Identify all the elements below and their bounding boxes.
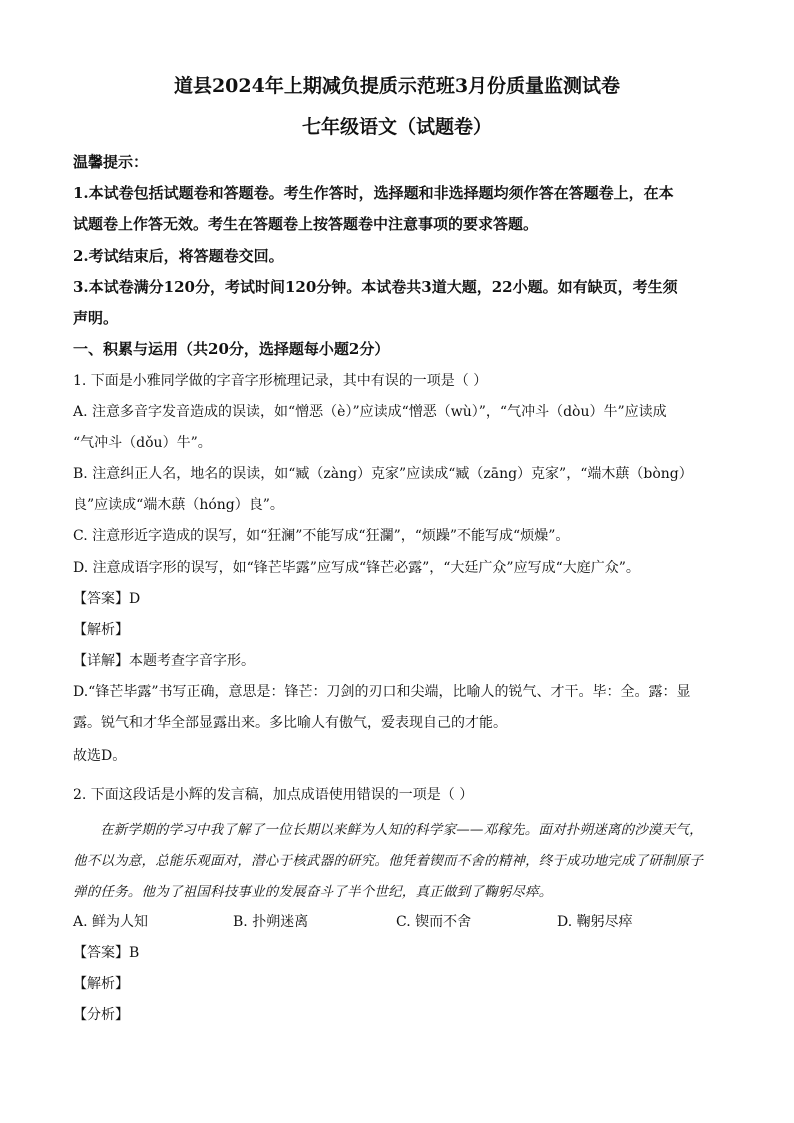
- q2-option-b: B. 扑朔迷离: [233, 914, 309, 930]
- q1-explain-line1: D.“锋芒毕露”书写正确，意思是：锋芒：刀剑的刃口和尖端，比喻人的锐气、才干。毕：全。露：显: [73, 684, 691, 700]
- q2-option-a: A. 鲜为人知: [73, 914, 149, 930]
- tip-1-line1: 1.本试卷包括试题卷和答题卷。考生作答时，选择题和非选择题均须作答在答题卷上，在本: [73, 184, 674, 202]
- q2-answer: 【答案】B: [73, 945, 140, 961]
- q1-option-d: D. 注意成语字形的误写，如“锋芒毕露”应写成“锋芒必露”，“大廷广众”应写成“大庭广众”。: [73, 560, 640, 576]
- tips-heading: 温馨提示：: [73, 153, 149, 171]
- q1-explain-line2: 露。锐气和才华全部显露出来。多比喻人有傲气，爱表现自己的才能。: [73, 715, 507, 731]
- q1-option-a-line2: “气冲斗（dǒu）牛”。: [73, 435, 212, 451]
- tip-3-line2: 声明。: [73, 309, 119, 327]
- exam-title: 道县2024年上期减负提质示范班3月份质量监测试卷: [173, 75, 621, 97]
- q1-analysis-label: 【解析】: [73, 622, 129, 638]
- tip-3-line1: 3.本试卷满分120分，考试时间120分钟。本试卷共3道大题，22小题。如有缺页，考生须: [73, 278, 678, 296]
- q1-option-b-line1: B. 注意纠正人名，地名的误读，如“臧（zàng）克家”应读成“臧（zāng）克家”，“端木蕻（bòng）: [73, 466, 693, 482]
- q2-option-c: C. 锲而不舍: [396, 914, 472, 930]
- q1-option-a-line1: A. 注意多音字发音造成的误读，如“憎恶（è）”应读成“憎恶（wù）”，“气冲斗（dòu）牛”应读成: [73, 404, 667, 420]
- q1-answer: 【答案】D: [73, 591, 141, 607]
- section-1-heading: 一、积累与运用（共20分，选择题每小题2分）: [73, 340, 390, 358]
- q2-passage-line3: 弹的任务。他为了祖国科技事业的发展奋斗了半个世纪，真正做到了鞠躬尽瘁。: [73, 884, 553, 900]
- q2-option-d: D. 鞠躬尽瘁: [557, 914, 633, 930]
- q1-stem: 1. 下面是小雅同学做的字音字形梳理记录，其中有误的一项是（ ）: [73, 373, 488, 389]
- q2-analysis-label: 【解析】: [73, 976, 129, 992]
- tip-2: 2.考试结束后，将答题卷交回。: [73, 247, 284, 265]
- q1-detail: 【详解】本题考查字音字形。: [73, 653, 255, 669]
- q1-conclusion: 故选D。: [73, 748, 127, 764]
- q1-option-b-line2: 良”应读成“端木蕻（hóng）良”。: [73, 497, 284, 513]
- q2-passage-line1: 在新学期的学习中我了解了一位长期以来鲜为人知的科学家——邓稼先。面对扑朔迷离的沙漠天气，: [100, 822, 703, 838]
- tip-1-line2: 试题卷上作答无效。考生在答题卷上按答题卷中注意事项的要求答题。: [73, 215, 539, 233]
- q1-option-c: C. 注意形近字造成的误写，如“狂澜”不能写成“狂瀾”，“烦躁”不能写成“烦燥”。: [73, 528, 570, 544]
- exam-subtitle: 七年级语文（试题卷）: [301, 116, 492, 138]
- q2-fenxi-label: 【分析】: [73, 1007, 129, 1023]
- q2-stem: 2. 下面这段话是小辉的发言稿，加点成语使用错误的一项是（ ）: [73, 787, 474, 803]
- q2-passage-line2: 他不以为意，总能乐观面对，潜心于核武器的研究。他凭着锲而不舍的精神，终于成功地完成了研制原子: [73, 853, 704, 869]
